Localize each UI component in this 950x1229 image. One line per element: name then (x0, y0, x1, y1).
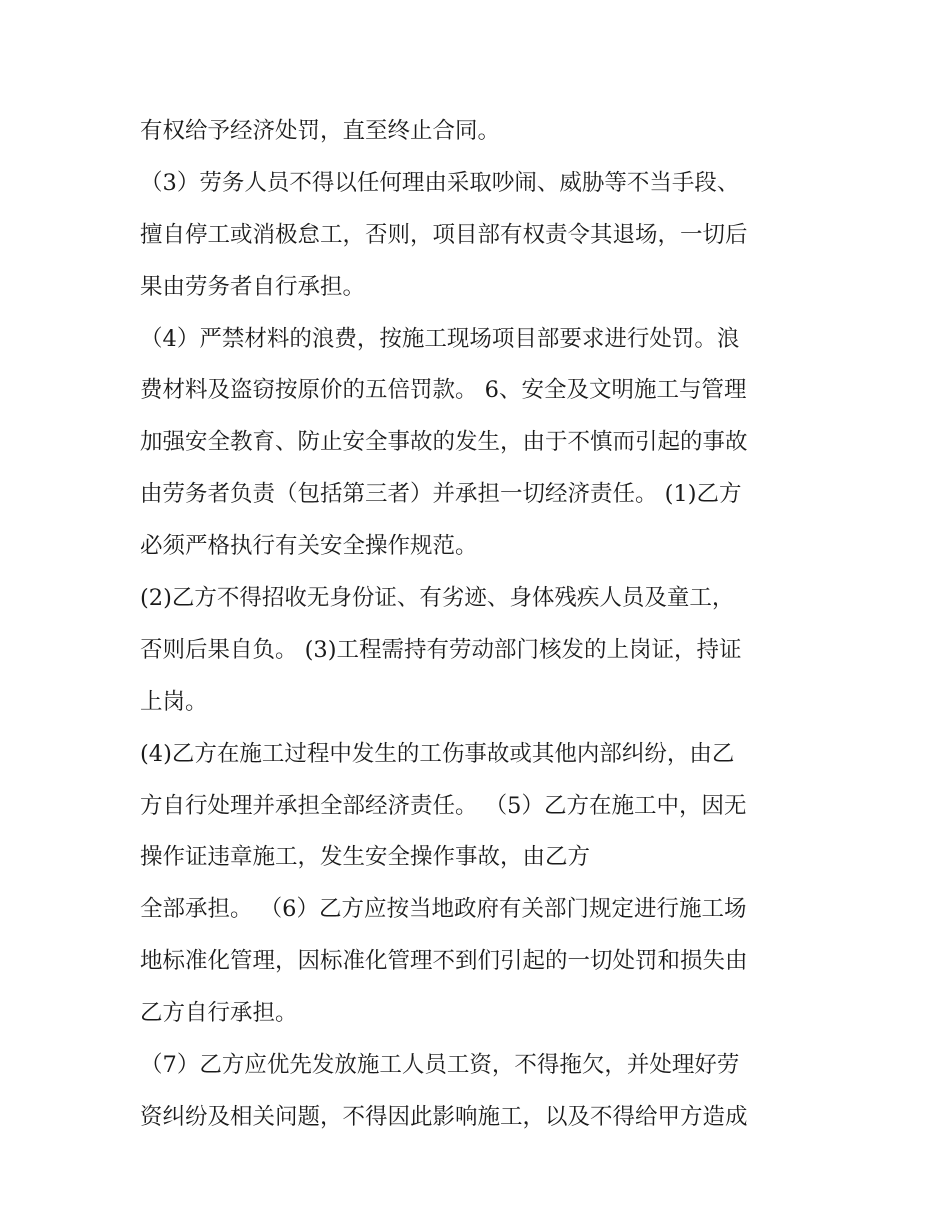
document-body (140, 106, 840, 1144)
text-line: 加强安全教育、防止安全事故的发生，由于不慎而引起的事故 (140, 429, 748, 456)
text-line: 由劳务者负责（包括第三者）并承担一切经济责任。 (1)乙方 (140, 481, 742, 508)
text-line: 上岗。 (140, 688, 208, 715)
text-line: 方自行处理并承担全部经济责任。 （5）乙方在施工中，因无 (140, 792, 747, 819)
text-line: 否则后果自负。 (3)工程需持有劳动部门核发的上岗证，持证 (140, 636, 742, 663)
text-line: 操作证违章施工，发生安全操作事故，由乙方 (140, 844, 591, 871)
text-line: 乙方自行承担。 (140, 1000, 298, 1027)
text-line: (2)乙方不得招收无身份证、有劣迹、身体残疾人员及童工， (140, 585, 735, 612)
text-line: （7）乙方应优先发放施工人员工资，不得拖欠，并处理好劳 (140, 1052, 740, 1079)
text-line: 擅自停工或消极怠工，否则，项目部有权责令其退场，一切后 (140, 221, 748, 248)
text-line: 全部承担。 （6）乙方应按当地政府有关部门规定进行施工场 (140, 896, 747, 923)
text-line: （4）严禁材料的浪费，按施工现场项目部要求进行处罚。浪 (140, 325, 740, 352)
text-line: 必须严格执行有关安全操作规范。 (140, 533, 478, 560)
text-line: 果由劳务者自行承担。 (140, 273, 366, 300)
text-line: 地标准化管理，因标准化管理不到们引起的一切处罚和损失由 (140, 948, 748, 975)
text-line: (4)乙方在施工过程中发生的工伤事故或其他内部纠纷，由乙 (140, 740, 735, 767)
text-line: 有权给予经济处罚，直至终止合同。 (140, 118, 501, 144)
text-line: 资纠纷及相关问题，不得因此影响施工，以及不得给甲方造成 (140, 1103, 748, 1130)
text-line: （3）劳务人员不得以任何理由采取吵闹、威胁等不当手段、 (140, 169, 740, 196)
text-line: 费材料及盗窃按原价的五倍罚款。 6、安全及文明施工与管理 (140, 377, 747, 404)
